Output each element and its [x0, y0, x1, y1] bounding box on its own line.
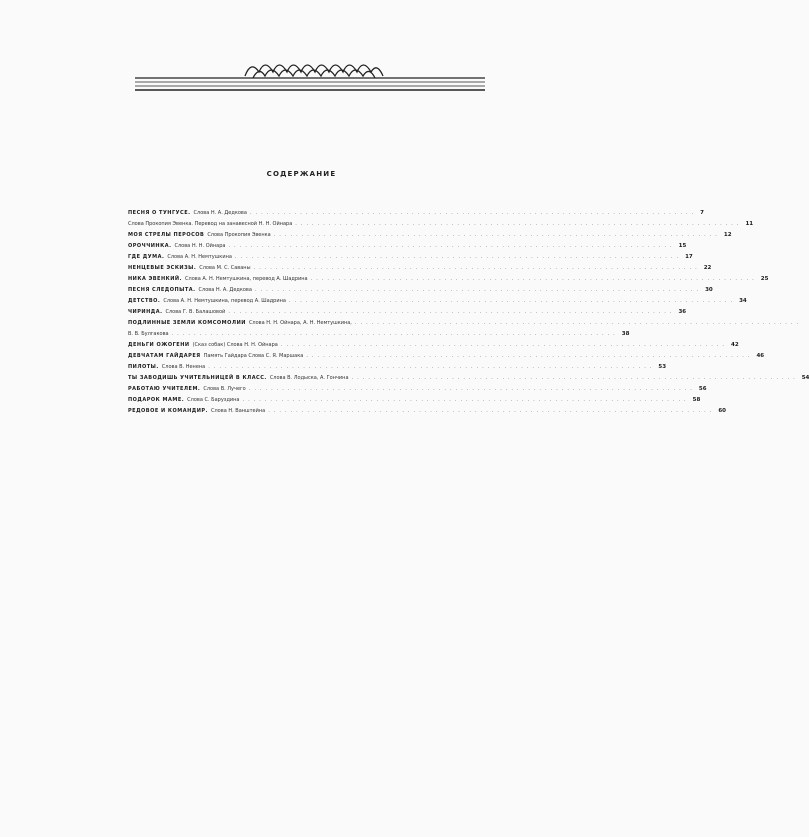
- toc-entry: [128, 318, 803, 329]
- toc-entry-page: 11: [745, 221, 754, 227]
- toc-entry: [128, 296, 747, 307]
- toc-leader-dots: ................................................................................: [288, 298, 737, 304]
- toc-leader-dots: ................................................................................: [295, 221, 743, 227]
- ornament-wave: [245, 65, 383, 78]
- toc-entry: [128, 395, 701, 406]
- toc-entry-page: 36: [678, 309, 687, 315]
- toc-entry-author: Слова Н. А. Дедкова: [198, 287, 252, 293]
- toc-entry-title: ЧИРИНДА.: [128, 309, 163, 315]
- toc-leader-dots: ................................................................................: [248, 386, 696, 392]
- toc-leader-dots: ................................................................................: [249, 210, 698, 216]
- toc-leader-dots: ................................................................................: [273, 232, 721, 238]
- toc-leader-dots: ................................................................................: [242, 397, 690, 403]
- toc-entry-title: ПОДАРОК МАМЕ.: [128, 397, 185, 403]
- toc-entry-page: 53: [658, 364, 667, 370]
- toc-entry-page: 46: [756, 353, 765, 359]
- toc-leader-dots: ................................................................................: [280, 342, 729, 348]
- toc-entry-title: ПЕСНЯ О ТУНГУСЕ.: [128, 210, 191, 216]
- toc-entry: [128, 351, 765, 362]
- toc-entry: [128, 373, 809, 384]
- toc-leader-dots: ................................................................................: [306, 353, 754, 359]
- toc-leader-dots: ................................................................................: [171, 331, 619, 337]
- toc-entry-author: Слова В. Ненена: [161, 364, 206, 370]
- toc-entry-title: РЕДОВОЕ И КОМАНДИР.: [128, 408, 208, 414]
- toc-entry-title: НИКА ЭВЕНКИЙ.: [128, 276, 183, 282]
- toc-entry: [128, 274, 769, 285]
- toc-entry-page: 22: [703, 265, 712, 271]
- toc-entry-author: Слова А. Н. Немтушкина: [167, 254, 232, 260]
- toc-entry: [128, 252, 693, 263]
- toc-entry: [128, 263, 712, 274]
- toc-leader-dots: ................................................................................: [253, 265, 701, 271]
- toc-entry-page: 17: [685, 254, 693, 260]
- toc-leader-dots: ................................................................................: [268, 408, 716, 414]
- toc-entry-title: РАБОТАЮ УЧИТЕЛЕМ.: [128, 386, 201, 392]
- toc-entry: [128, 241, 687, 252]
- toc-entry-page: 38: [621, 331, 630, 337]
- toc-entry: [128, 329, 630, 340]
- toc-entry-title: ПОДЛИННЫЕ ЗЕМЛИ КОМСОМОЛИИ: [128, 320, 246, 326]
- toc-entry-title: ТЫ ЗАВОДИШЬ УЧИТЕЛЬНИЦЕЙ В КЛАСС.: [128, 375, 267, 381]
- toc-entry-author: Слова Г. В. Балашовой: [165, 309, 226, 315]
- toc-entry: [128, 384, 707, 395]
- toc-entry-author: Слова А. Н. Немтушкина, перевод А. Шадрина: [163, 298, 286, 304]
- toc-entry-page: 15: [678, 243, 687, 249]
- toc-entry-author: Слова С. Баруздина: [187, 397, 240, 403]
- toc-entry-author: Слова А. Н. Немтушкина, перевод А. Шадрина: [185, 276, 308, 282]
- toc-entry-page: 7: [700, 210, 704, 216]
- toc-entry-page: 58: [692, 397, 701, 403]
- toc-entry: [128, 362, 667, 373]
- toc-leader-dots: ................................................................................: [228, 243, 676, 249]
- toc-entry-page: 25: [760, 276, 769, 282]
- toc-entry-title: ПИЛОТЫ.: [128, 364, 159, 370]
- toc-leader-dots: ................................................................................: [228, 309, 676, 315]
- toc-entry-author: Слова Прокопия Эвенка. Перевод на занавесной Н. Н. Ойнара: [128, 221, 293, 227]
- toc-entry-title: ДЕВЧАТАМ ГАЙДАРЕЯ: [128, 353, 201, 359]
- toc-entry-page: 60: [718, 408, 727, 414]
- toc-entry-author: Слова Прокопия Эвенка: [207, 232, 271, 238]
- toc-leader-dots: ................................................................................: [351, 375, 799, 381]
- toc-entry-title: НЕНЦЕВЫЕ ЭСКИЗЫ.: [128, 265, 197, 271]
- toc-entry: [128, 208, 704, 219]
- toc-entry-title: МОЯ СТРЕЛЫ ПЕРОСОВ: [128, 232, 205, 238]
- toc-entry-author: (Сказ собак) Слова Н. Н. Ойнара: [192, 342, 278, 348]
- toc-entry-author: Слова М. С. Саваны: [199, 265, 251, 271]
- toc-entry: [128, 307, 687, 318]
- toc-entry-author: Слова Н. Н. Ойнара, А. Н. Немтушкина,: [248, 320, 352, 326]
- toc-entry-author: Слова В. Лучего: [203, 386, 246, 392]
- toc-entry-author: Слова В. Лодыска, А. Гончина: [269, 375, 349, 381]
- toc-leader-dots: ................................................................................: [208, 364, 656, 370]
- toc-entry-page: 34: [739, 298, 747, 304]
- header-ornament: [135, 54, 485, 94]
- toc-entry-page: 12: [723, 232, 732, 238]
- toc-leader-dots: ................................................................................: [354, 320, 803, 326]
- toc-entry-page: 30: [705, 287, 713, 293]
- toc-entry: [128, 340, 739, 351]
- toc-entry-author: Слова Н. А. Дедкова: [193, 210, 247, 216]
- toc-entry-page: 56: [698, 386, 707, 392]
- toc-entry: [128, 219, 754, 230]
- toc-leader-dots: ................................................................................: [254, 287, 703, 293]
- toc-entry: [128, 285, 713, 296]
- toc-leader-dots: ................................................................................: [234, 254, 683, 260]
- toc-entry-title: ДЕТСТВО.: [128, 298, 161, 304]
- table-of-contents: [128, 208, 809, 417]
- toc-entry-author: В. В. Булгакова: [128, 331, 169, 337]
- toc-entry-title: ДЕНЬГИ ОЖОГЕНИ: [128, 342, 190, 348]
- page-title: СОДЕРЖАНИЕ: [266, 170, 337, 178]
- toc-entry: [128, 230, 732, 241]
- toc-leader-dots: ................................................................................: [310, 276, 758, 282]
- toc-entry: [128, 406, 727, 417]
- toc-entry-author: Слова Н. Н. Ойнара: [174, 243, 226, 249]
- toc-entry-title: ГДЕ ДУМА.: [128, 254, 165, 260]
- toc-entry-author: Память Гайдара Слова С. Я. Маршака: [203, 353, 304, 359]
- toc-entry-page: 42: [731, 342, 739, 348]
- ornament-rules: [135, 78, 485, 90]
- toc-entry-title: ПЕСНЯ СЛЕДОПЫТА.: [128, 287, 196, 293]
- toc-entry-title: ОРОЧЧИНКА.: [128, 243, 172, 249]
- toc-entry-author: Слова Н. Ванштейна: [211, 408, 266, 414]
- toc-entry-page: 54: [801, 375, 809, 381]
